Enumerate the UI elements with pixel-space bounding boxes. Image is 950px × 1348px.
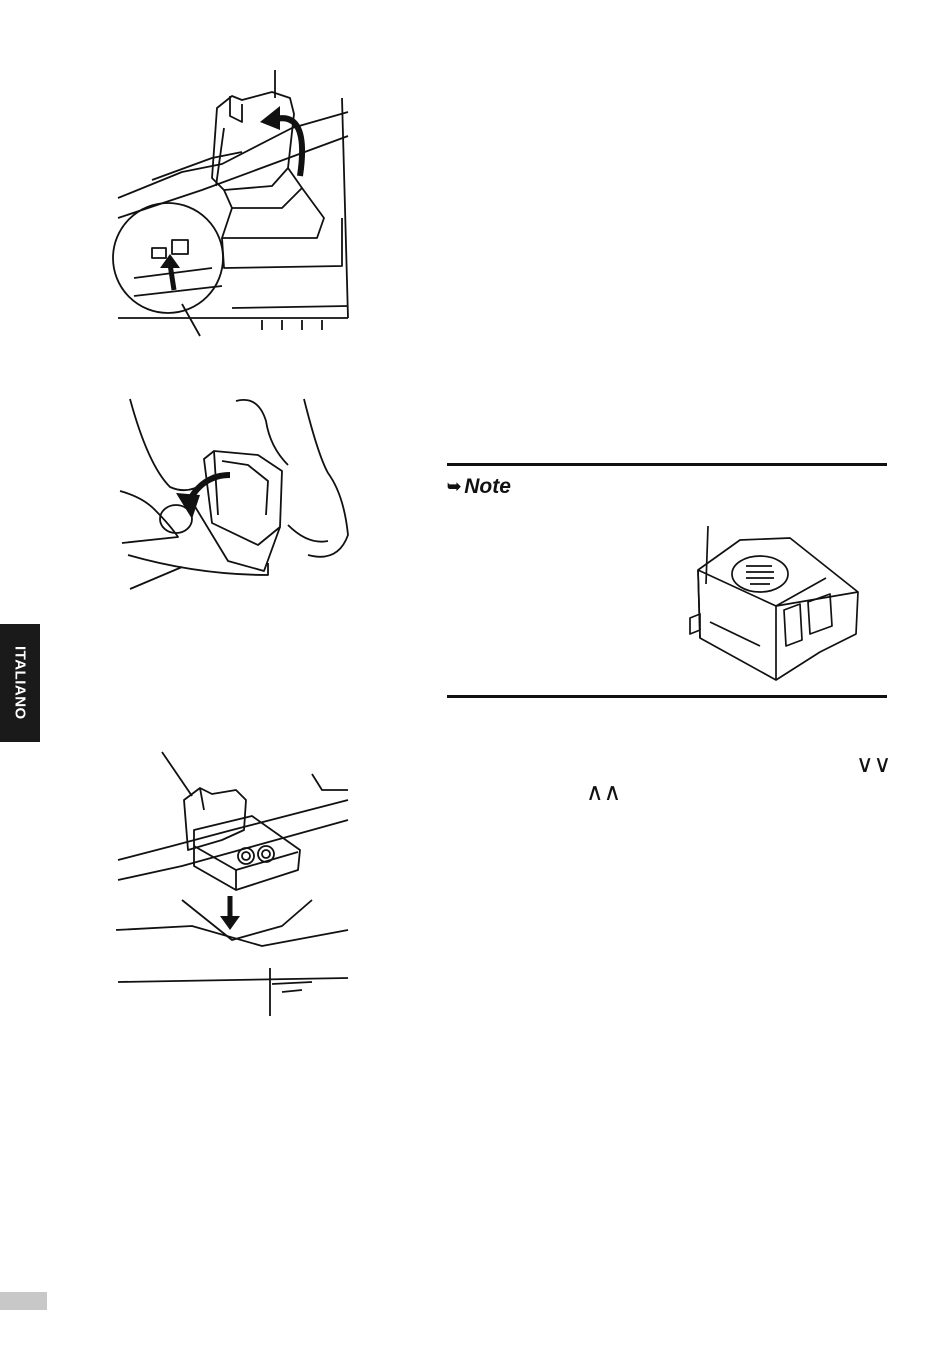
up-button-icon: ∧∧ xyxy=(586,779,622,806)
language-tab-label: ITALIANO xyxy=(11,646,29,720)
printhead-insert-icon xyxy=(112,750,352,1018)
figure-note-cartridge xyxy=(680,522,872,692)
down-button-icon: ∨∨ xyxy=(856,751,892,778)
note-title: Note xyxy=(464,475,511,498)
note-heading xyxy=(447,475,511,499)
note-arrow-icon: ➥ xyxy=(447,477,462,496)
page-footer-bar xyxy=(0,1292,47,1310)
printhead-holder-lever-icon xyxy=(112,68,352,338)
figure-cover-open xyxy=(118,395,358,595)
figure-lever-lifted xyxy=(112,68,352,338)
figure-head-inserted xyxy=(112,750,352,1018)
hands-opening-cover-icon xyxy=(118,395,358,595)
language-tab xyxy=(0,624,40,742)
note-bottom-rule xyxy=(447,695,887,698)
note-top-rule xyxy=(447,463,887,466)
print-head-cartridge-icon xyxy=(680,522,872,692)
